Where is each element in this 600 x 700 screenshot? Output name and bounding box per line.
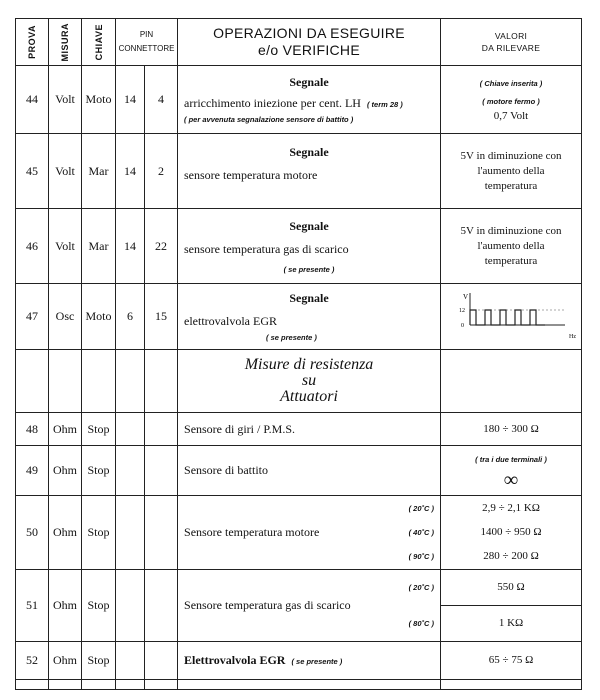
chiave-cell: Stop: [82, 446, 116, 496]
value-cell: ( Chiave inserita ) ( motore fermo ) 0,7 Volt: [441, 66, 582, 134]
col-chiave-header: CHIAVE: [82, 19, 116, 66]
operation-cell: Segnale elettrovalvola EGR ( se presente ): [178, 284, 441, 350]
value-cell: ( tra i due terminali ) ∞: [441, 446, 582, 496]
table-row: [16, 496, 582, 570]
table-row: [16, 680, 582, 690]
graph-y-tick: 12: [459, 308, 466, 314]
value-cell: 2,9 ÷ 2,1 KΩ 1400 ÷ 950 Ω 280 ÷ 200 Ω: [441, 496, 582, 570]
operation-cell: Sensore temperatura motore ( 20˚C ) ( 40˚C ) ( 90˚C ): [178, 496, 441, 570]
misura-cell: Ohm: [49, 642, 82, 680]
col-pin-header: PIN CONNETTORE: [116, 19, 178, 66]
operation-cell: Sensore di giri / P.M.S.: [178, 413, 441, 446]
test-table: [15, 18, 582, 690]
pin-cell: 2: [145, 134, 178, 209]
misura-cell: Ohm: [49, 413, 82, 446]
col-prova-header: PROVA: [16, 19, 49, 66]
prova-cell: 45: [16, 134, 49, 209]
table-row: [16, 413, 582, 446]
misura-cell: Ohm: [49, 446, 82, 496]
operation-cell: Segnale arricchimento iniezione per cent. LH ( term 28 ) ( per avvenuta segnalazione sensore di battito ): [178, 66, 441, 134]
chiave-cell: Stop: [82, 570, 116, 642]
col-values-header: VALORI DA RILEVARE: [441, 19, 582, 66]
graph-x-label: Hz: [569, 334, 577, 340]
chiave-cell: Mar: [82, 134, 116, 209]
square-wave-line: [470, 310, 545, 325]
chiave-cell: Mar: [82, 209, 116, 284]
section-title: Misure di resistenza su Attuatori: [178, 350, 441, 413]
temperature-list: ( 20˚C ) ( 40˚C ) ( 90˚C ): [408, 503, 435, 562]
misura-cell: Osc: [49, 284, 82, 350]
pin-cell: 14: [116, 134, 145, 209]
test-table-sheet: [15, 18, 581, 700]
prova-cell: 51: [16, 570, 49, 642]
operation-cell: Segnale sensore temperatura gas di scarico ( se presente ): [178, 209, 441, 284]
pin-cell: 6: [116, 284, 145, 350]
misura-cell: Ohm: [49, 496, 82, 570]
col-operations-header: OPERAZIONI DA ESEGUIRE e/o VERIFICHE: [178, 19, 441, 66]
chiave-cell: Stop: [82, 642, 116, 680]
value-cell: [441, 284, 582, 350]
chiave-cell: Moto: [82, 66, 116, 134]
prova-cell: 49: [16, 446, 49, 496]
pin-cell: 4: [145, 66, 178, 134]
pin-cell: 14: [116, 209, 145, 284]
graph-zero-label: 0: [461, 323, 465, 329]
prova-cell: 50: [16, 496, 49, 570]
misura-cell: Volt: [49, 66, 82, 134]
chiave-cell: Stop: [82, 496, 116, 570]
prova-cell: 46: [16, 209, 49, 284]
pin-cell: 15: [145, 284, 178, 350]
table-row: [16, 209, 582, 284]
prova-cell: 47: [16, 284, 49, 350]
value-cell: 65 ÷ 75 Ω: [441, 642, 582, 680]
value-cell: 180 ÷ 300 Ω: [441, 413, 582, 446]
misura-cell: Volt: [49, 134, 82, 209]
operation-cell: Sensore temperatura gas di scarico ( 20˚C ) ( 80˚C ): [178, 570, 441, 642]
table-row: [16, 134, 582, 209]
table-row: [16, 284, 582, 350]
operation-cell: Segnale sensore temperatura motore: [178, 134, 441, 209]
table-row: [16, 570, 582, 642]
value-cell: 5V in diminuzione con l'aumento della temperatura: [441, 209, 582, 284]
misura-cell: Volt: [49, 209, 82, 284]
chiave-cell: Stop: [82, 413, 116, 446]
misura-cell: Ohm: [49, 570, 82, 642]
pin-cell: 14: [116, 66, 145, 134]
col-misura-header: MISURA: [49, 19, 82, 66]
prova-cell: 44: [16, 66, 49, 134]
operation-cell: Elettrovalvola EGR ( se presente ): [178, 642, 441, 680]
operation-cell: Sensore di battito: [178, 446, 441, 496]
prova-cell: 48: [16, 413, 49, 446]
table-row: [16, 446, 582, 496]
table-row: [16, 642, 582, 680]
square-wave-graph: [441, 284, 581, 344]
value-cell: 5V in diminuzione con l'aumento della temperatura: [441, 134, 582, 209]
header-row: [16, 19, 582, 66]
prova-cell: 52: [16, 642, 49, 680]
infinity-symbol: ∞: [503, 469, 519, 491]
section-row: [16, 350, 582, 413]
value-cell: 550 Ω 1 KΩ: [441, 570, 582, 642]
table-row: [16, 66, 582, 134]
graph-y-label: V: [463, 293, 469, 301]
temperature-list: ( 20˚C ) ( 80˚C ): [408, 583, 435, 628]
chiave-cell: Moto: [82, 284, 116, 350]
pin-cell: 22: [145, 209, 178, 284]
